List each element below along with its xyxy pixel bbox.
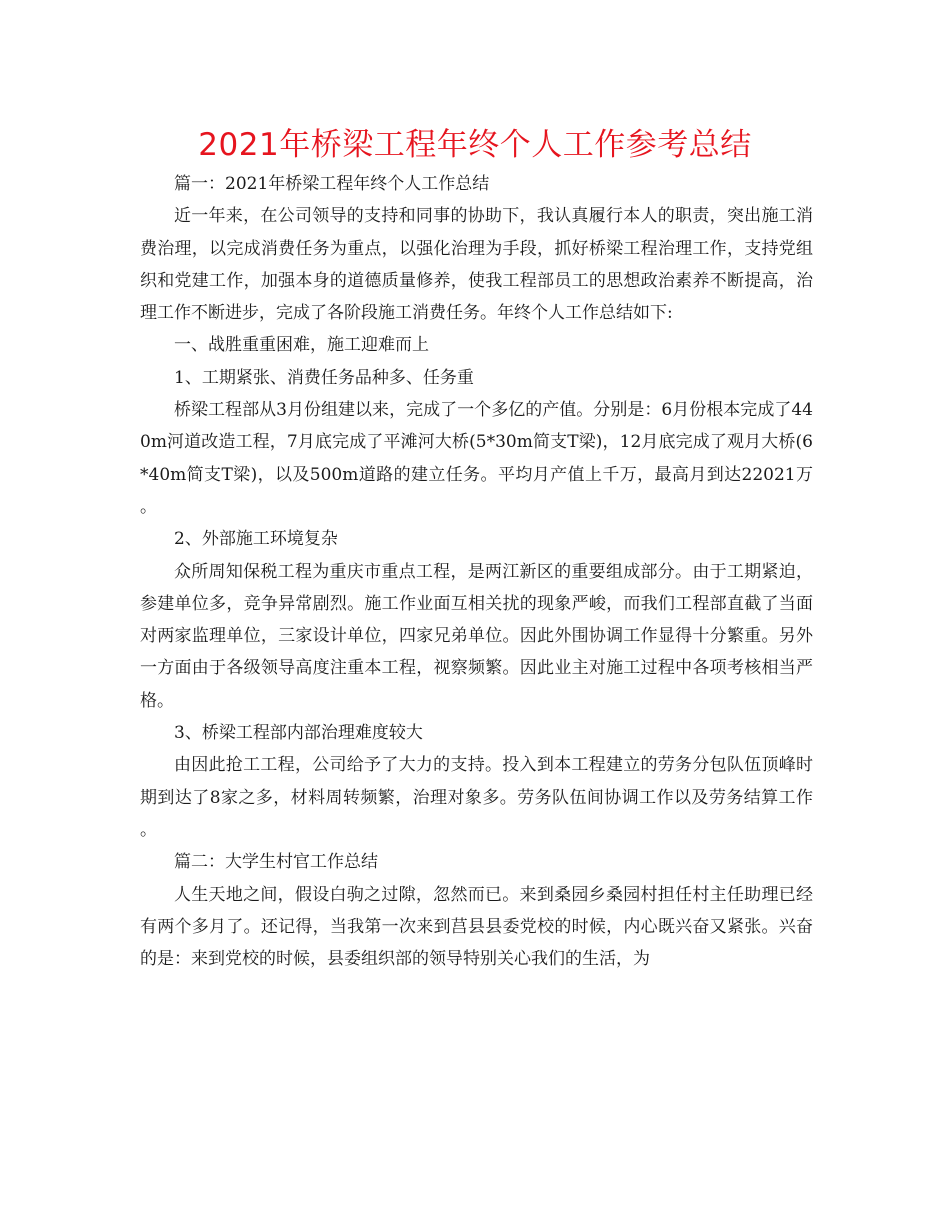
- document-title: 2021年桥梁工程年终个人工作参考总结: [198, 127, 752, 163]
- section-heading: 3、桥梁工程部内部治理难度较大: [174, 723, 423, 744]
- section-heading: 一、战胜重重困难，施工迎难而上: [174, 335, 429, 356]
- paragraph: 桥梁工程部从3月份组建以来，完成了一个多亿的产值。分别是：6月份根本完成了440m河道改造工程，7月底完成了平滩河大桥(5*30m简支T梁)，12月底完成了观月大桥(6*40m简支T梁)，以及500m道路的建立任务。平均月产值上千万，最高月到达22021万。: [140, 400, 813, 517]
- paragraph: 由因此抢工工程，公司给予了大力的支持。投入到本工程建立的劳务分包队伍顶峰时期到达了8家之多，材料周转频繁，治理对象多。劳务队伍间协调工作以及劳务结算工作。: [140, 755, 813, 840]
- section-heading: 篇一：2021年桥梁工程年终个人工作总结: [174, 174, 490, 194]
- document-body: [140, 168, 813, 975]
- paragraph: 人生天地之间，假设白驹之过隙，忽然而已。来到桑园乡桑园村担任村主任助理已经有两个多月了。还记得，当我第一次来到莒县县委党校的时候，内心既兴奋又紧张。兴奋的是：来到党校的时候，县委组织部的领导特别关心我们的生活，为: [140, 884, 813, 970]
- paragraph: 近一年来，在公司领导的支持和同事的协助下，我认真履行本人的职责，突出施工消费治理，以完成消费任务为重点，以强化治理为手段，抓好桥梁工程治理工作，支持党组织和党建工作，加强本身的道德质量修养，使我工程部员工的思想政治素养不断提高，治理工作不断进步，完成了各阶段施工消费任务。年终个人工作总结如下:: [140, 206, 813, 324]
- section-heading: 篇二：大学生村官工作总结: [174, 852, 378, 873]
- paragraph: 众所周知保税工程为重庆市重点工程，是两江新区的重要组成部分。由于工期紧迫，参建单位多，竞争异常剧烈。施工作业面互相关扰的现象严峻，而我们工程部直截了当面对两家监理单位，三家设计单位，四家兄弟单位。因此外围协调工作显得十分繁重。另外一方面由于各级领导高度注重本工程，视察频繁。因此业主对施工过程中各项考核相当严格。: [140, 561, 813, 711]
- section-heading: 2、外部施工环境复杂: [174, 529, 338, 550]
- section-heading: 1、工期紧张、消费任务品种多、任务重: [174, 367, 474, 388]
